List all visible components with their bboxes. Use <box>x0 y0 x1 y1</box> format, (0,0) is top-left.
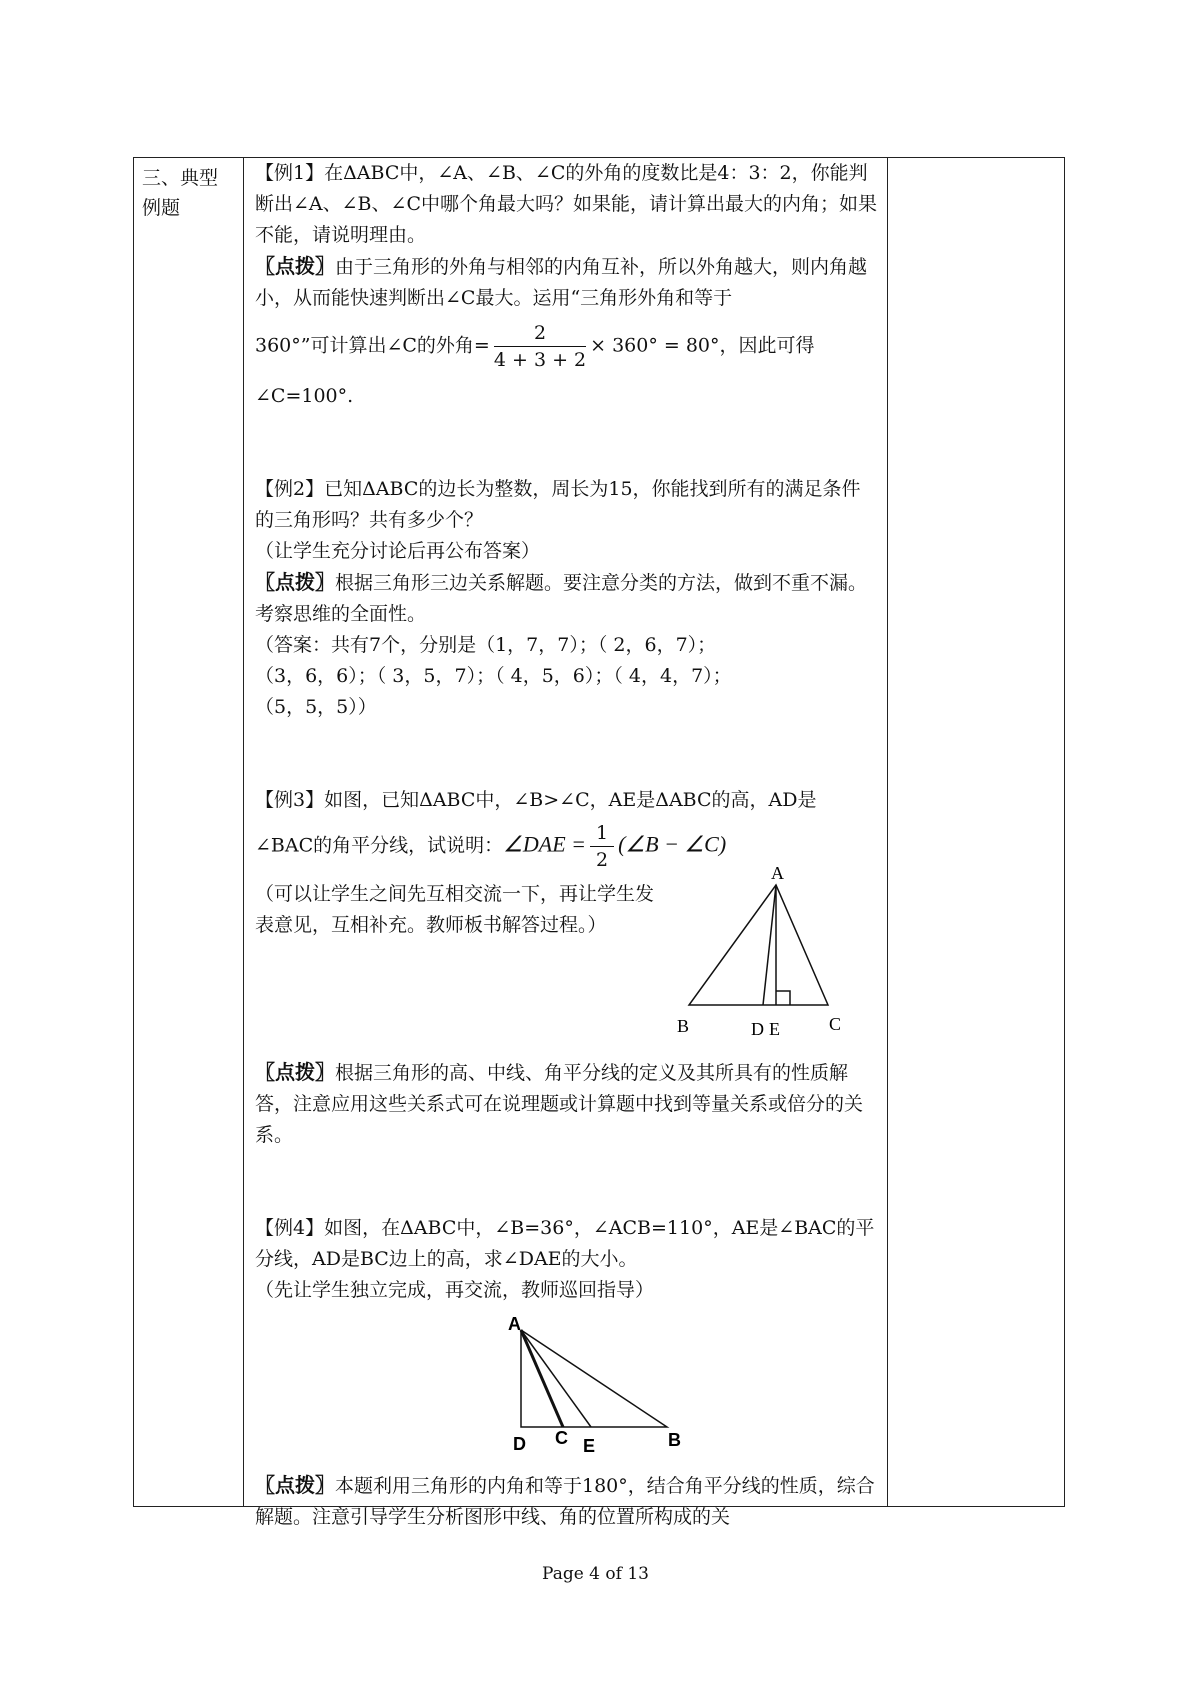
example-2-answer-line-3: （5，5，5）） <box>255 696 377 718</box>
formula-lhs: ∠DAE = <box>503 831 586 857</box>
formula-result: × 360° = 80° <box>590 334 720 357</box>
half-denominator: 2 <box>596 849 609 871</box>
label-E: E <box>583 1436 596 1456</box>
label-D: D <box>513 1434 526 1454</box>
examples-column <box>255 158 879 1533</box>
label-C: C <box>829 1014 842 1034</box>
example-1-text: 【例1】在ΔABC中，∠A、∠B、∠C的外角的度数比是4：3：2，你能判断出∠A、∠B、∠C中哪个角最大吗？如果能，请计算出最大的内角；如果不能，请说明理由。 <box>255 162 877 246</box>
formula-tail: ，因此可得 <box>719 334 815 357</box>
example-1-result: ∠C=100°. <box>255 385 354 407</box>
example-3-text: 【例3】如图，已知ΔABC中，∠B>∠C，AE是ΔABC的高，AD是 <box>255 789 817 811</box>
formula-prefix: 360°”可计算出∠C的外角= <box>255 334 490 357</box>
example-3-hint-text: 根据三角形的高、中线、角平分线的定义及其所具有的性质解答，注意应用这些关系式可在说理题或计算题中找到等量关系或倍分的关系。 <box>255 1062 864 1146</box>
example-4-hint-text: 本题利用三角形的内角和等于180°，结合角平分线的性质，综合解题。注意引导学生分析图形中线、角的位置所构成的关 <box>255 1475 875 1528</box>
section-label: 三、典型例题 <box>142 167 219 219</box>
example-4-text: 【例4】如图，在ΔABC中，∠B=36°，∠ACB=110°，AE是∠BAC的平分线，AD是BC边上的高，求∠DAE的大小。 <box>255 1217 875 1270</box>
example-4-note: （先让学生独立完成，再交流，教师巡回指导） <box>255 1279 655 1301</box>
label-B: B <box>668 1430 681 1450</box>
formula-fraction <box>494 320 586 373</box>
example-2-hint-text: 根据三角形三边关系解题。要注意分类的方法，做到不重不漏。考察思维的全面性。 <box>255 572 868 625</box>
formula-rhs: (∠B − ∠C) <box>618 831 727 857</box>
example-3-line2: ∠BAC的角平分线，试说明： <box>255 834 504 857</box>
hint-tag: 〖点拨〗 <box>255 1473 335 1497</box>
example-4-figure-row <box>255 1306 879 1456</box>
example-1-formula <box>255 320 879 373</box>
triangle-figure-2 <box>503 1316 693 1456</box>
label-B: B <box>677 1016 690 1035</box>
triangle-figure-1 <box>675 855 875 1035</box>
fraction-numerator: 2 <box>494 320 586 347</box>
example-2-note: （让学生充分讨论后再公布答案） <box>255 540 541 562</box>
half-numerator: 1 <box>590 820 614 847</box>
example-3-hint <box>255 1057 879 1151</box>
column-divider-2 <box>887 157 888 1507</box>
label-A: A <box>771 863 784 883</box>
label-E: E <box>769 1019 780 1035</box>
label-D: D <box>751 1019 764 1035</box>
example-2-hint <box>255 567 879 630</box>
example-2-answer-line-1: （答案：共有7个，分别是（1，7，7）；（ 2，6，7）； <box>255 634 717 656</box>
example-3-note: （可以让学生之间先互相交流一下，再让学生发表意见，互相补充。教师板书解答过程。） <box>255 883 655 936</box>
example-3-figure-row <box>255 863 879 1043</box>
example-1-hint-text: 由于三角形的外角与相邻的内角互补，所以外角越大，则内角越小，从而能快速判断出∠C最大。运用“三角形外角和等于 <box>255 256 868 309</box>
page-number: Page 4 of 13 <box>542 1564 649 1584</box>
label-A: A <box>508 1316 521 1334</box>
example-1-hint <box>255 251 879 314</box>
fraction-denominator: 4 + 3 + 2 <box>493 349 587 371</box>
column-divider-1 <box>243 157 244 1507</box>
hint-tag: 〖点拨〗 <box>255 570 335 594</box>
example-4-hint <box>255 1470 879 1533</box>
example-2-answer-line-2: （3，6，6）；（ 3，5，7）；（ 4，5，6）；（ 4，4，7）； <box>255 665 732 687</box>
example-2-text: 【例2】已知ΔABC的边长为整数，周长为15，你能找到所有的满足条件的三角形吗？共有多少个？ <box>255 478 861 531</box>
hint-tag: 〖点拨〗 <box>255 254 335 278</box>
label-C: C <box>555 1428 568 1448</box>
formula-half <box>590 820 614 873</box>
hint-tag: 〖点拨〗 <box>255 1060 335 1084</box>
